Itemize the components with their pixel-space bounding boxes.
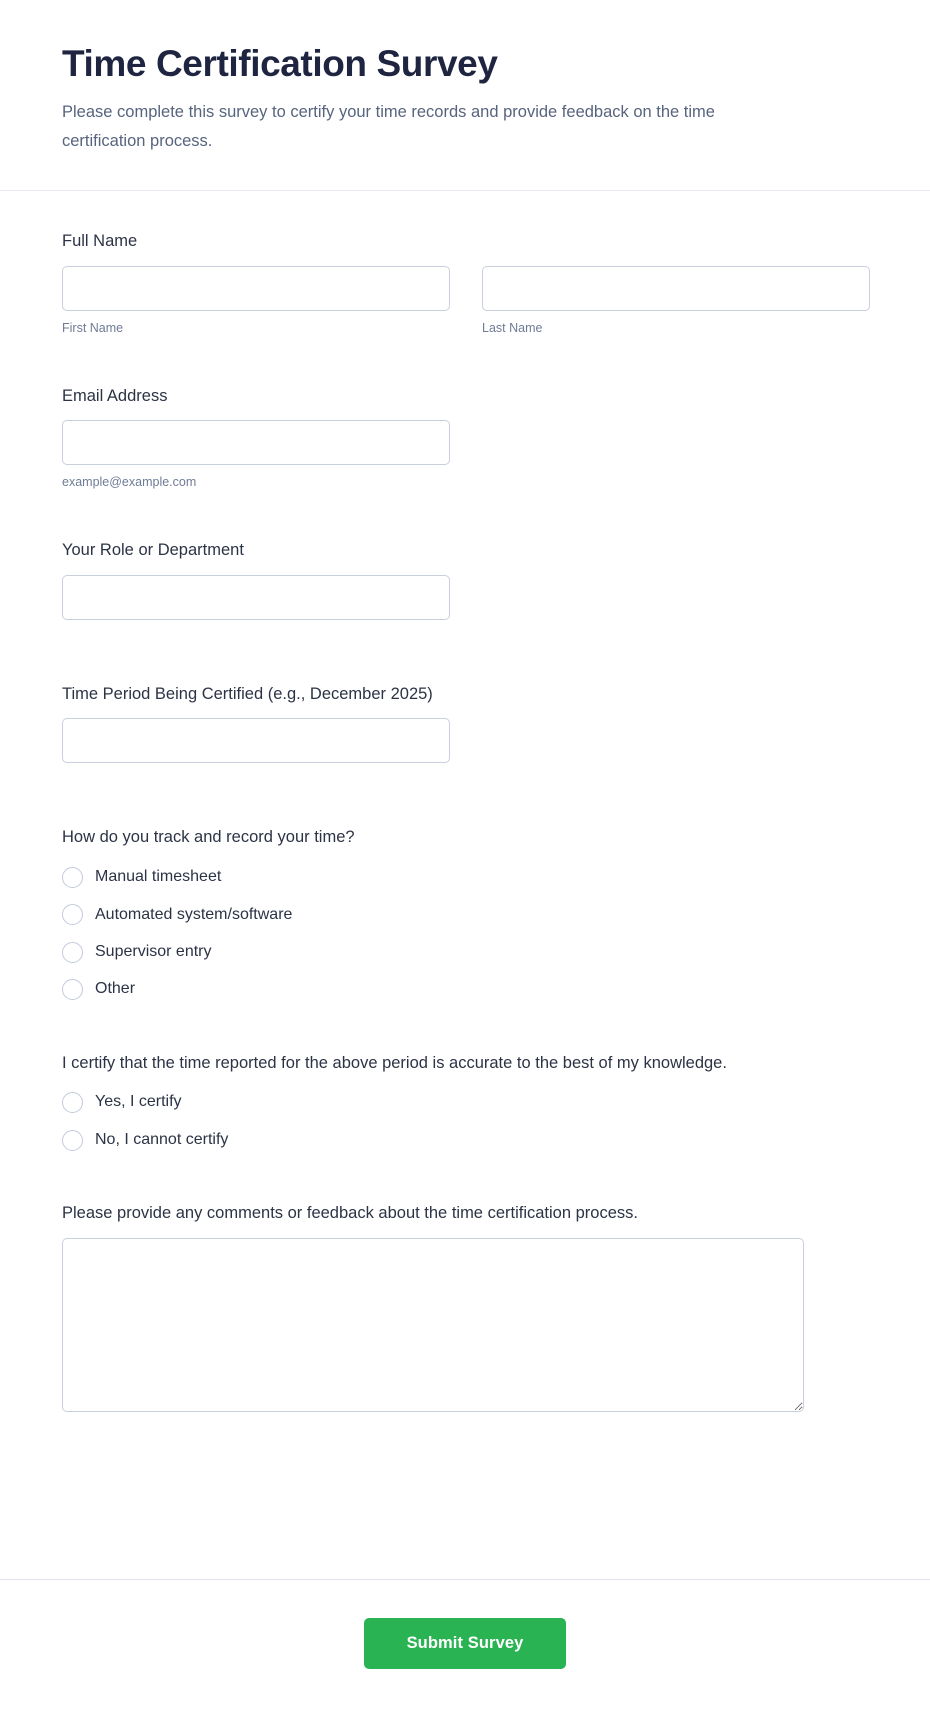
spacer <box>62 666 870 682</box>
spacer <box>62 809 870 825</box>
comments-textarea[interactable] <box>62 1238 804 1412</box>
radio-label: Automated system/software <box>95 905 293 923</box>
tracking-method-radio-group <box>62 862 870 1005</box>
radio-circle-icon[interactable] <box>62 942 83 963</box>
field-email <box>62 384 870 492</box>
form-footer <box>0 1579 930 1713</box>
spacer <box>62 1035 870 1051</box>
time-period-input-wrap <box>62 718 450 763</box>
spacer <box>62 650 870 666</box>
role-input[interactable] <box>62 575 450 620</box>
spacer <box>62 368 870 384</box>
radio-circle-icon[interactable] <box>62 1092 83 1113</box>
email-label: Email Address <box>62 386 168 405</box>
radio-label: Manual timesheet <box>95 868 222 886</box>
radio-label: Supervisor entry <box>95 942 212 960</box>
field-comments <box>62 1201 870 1412</box>
radio-option-yes-certify[interactable] <box>62 1087 870 1117</box>
role-input-wrap <box>62 575 450 620</box>
time-period-label: Time Period Being Certified (e.g., December 2025) <box>62 684 433 703</box>
radio-option-other[interactable] <box>62 974 870 1004</box>
first-name-column <box>62 266 450 338</box>
first-name-input[interactable] <box>62 266 450 311</box>
form-body <box>0 191 930 1579</box>
full-name-row <box>62 266 870 338</box>
submit-button[interactable]: Submit Survey <box>364 1618 566 1669</box>
comments-label: Please provide any comments or feedback about the time certification process. <box>62 1204 638 1223</box>
email-input-wrap <box>62 420 450 492</box>
last-name-column <box>482 266 870 338</box>
spacer <box>62 522 870 538</box>
radio-label: Other <box>95 980 136 998</box>
role-label: Your Role or Department <box>62 540 244 559</box>
email-field[interactable] <box>62 420 450 465</box>
field-time-period <box>62 682 870 764</box>
full-name-label: Full Name <box>62 232 138 251</box>
page-subtitle: Please complete this survey to certify your time records and provide feedback on the time certification process. <box>62 102 715 151</box>
last-name-input[interactable] <box>482 266 870 311</box>
radio-circle-icon[interactable] <box>62 979 83 1000</box>
field-full-name <box>62 229 870 337</box>
field-role <box>62 538 870 620</box>
field-tracking-method <box>62 825 870 1004</box>
page-title: Time Certification Survey <box>62 43 498 84</box>
spacer <box>62 793 870 809</box>
radio-label: No, I cannot certify <box>95 1130 229 1148</box>
email-sublabel: example@example.com <box>62 475 197 490</box>
tracking-method-label: How do you track and record your time? <box>62 828 355 847</box>
first-name-sublabel: First Name <box>62 321 124 336</box>
certification-label: I certify that the time reported for the above period is accurate to the best of my knowledge. <box>62 1053 727 1072</box>
field-certification <box>62 1051 870 1156</box>
radio-option-manual-timesheet[interactable] <box>62 862 870 892</box>
time-period-input[interactable] <box>62 718 450 763</box>
spacer <box>62 1185 870 1201</box>
form-header <box>0 0 930 191</box>
radio-option-supervisor-entry[interactable] <box>62 937 870 967</box>
certification-radio-group <box>62 1087 870 1155</box>
last-name-sublabel: Last Name <box>482 321 543 336</box>
radio-circle-icon[interactable] <box>62 1130 83 1151</box>
radio-circle-icon[interactable] <box>62 867 83 888</box>
radio-option-automated-system[interactable] <box>62 900 870 930</box>
radio-circle-icon[interactable] <box>62 904 83 925</box>
radio-option-no-cannot-certify[interactable] <box>62 1125 870 1155</box>
radio-label: Yes, I certify <box>95 1093 182 1111</box>
